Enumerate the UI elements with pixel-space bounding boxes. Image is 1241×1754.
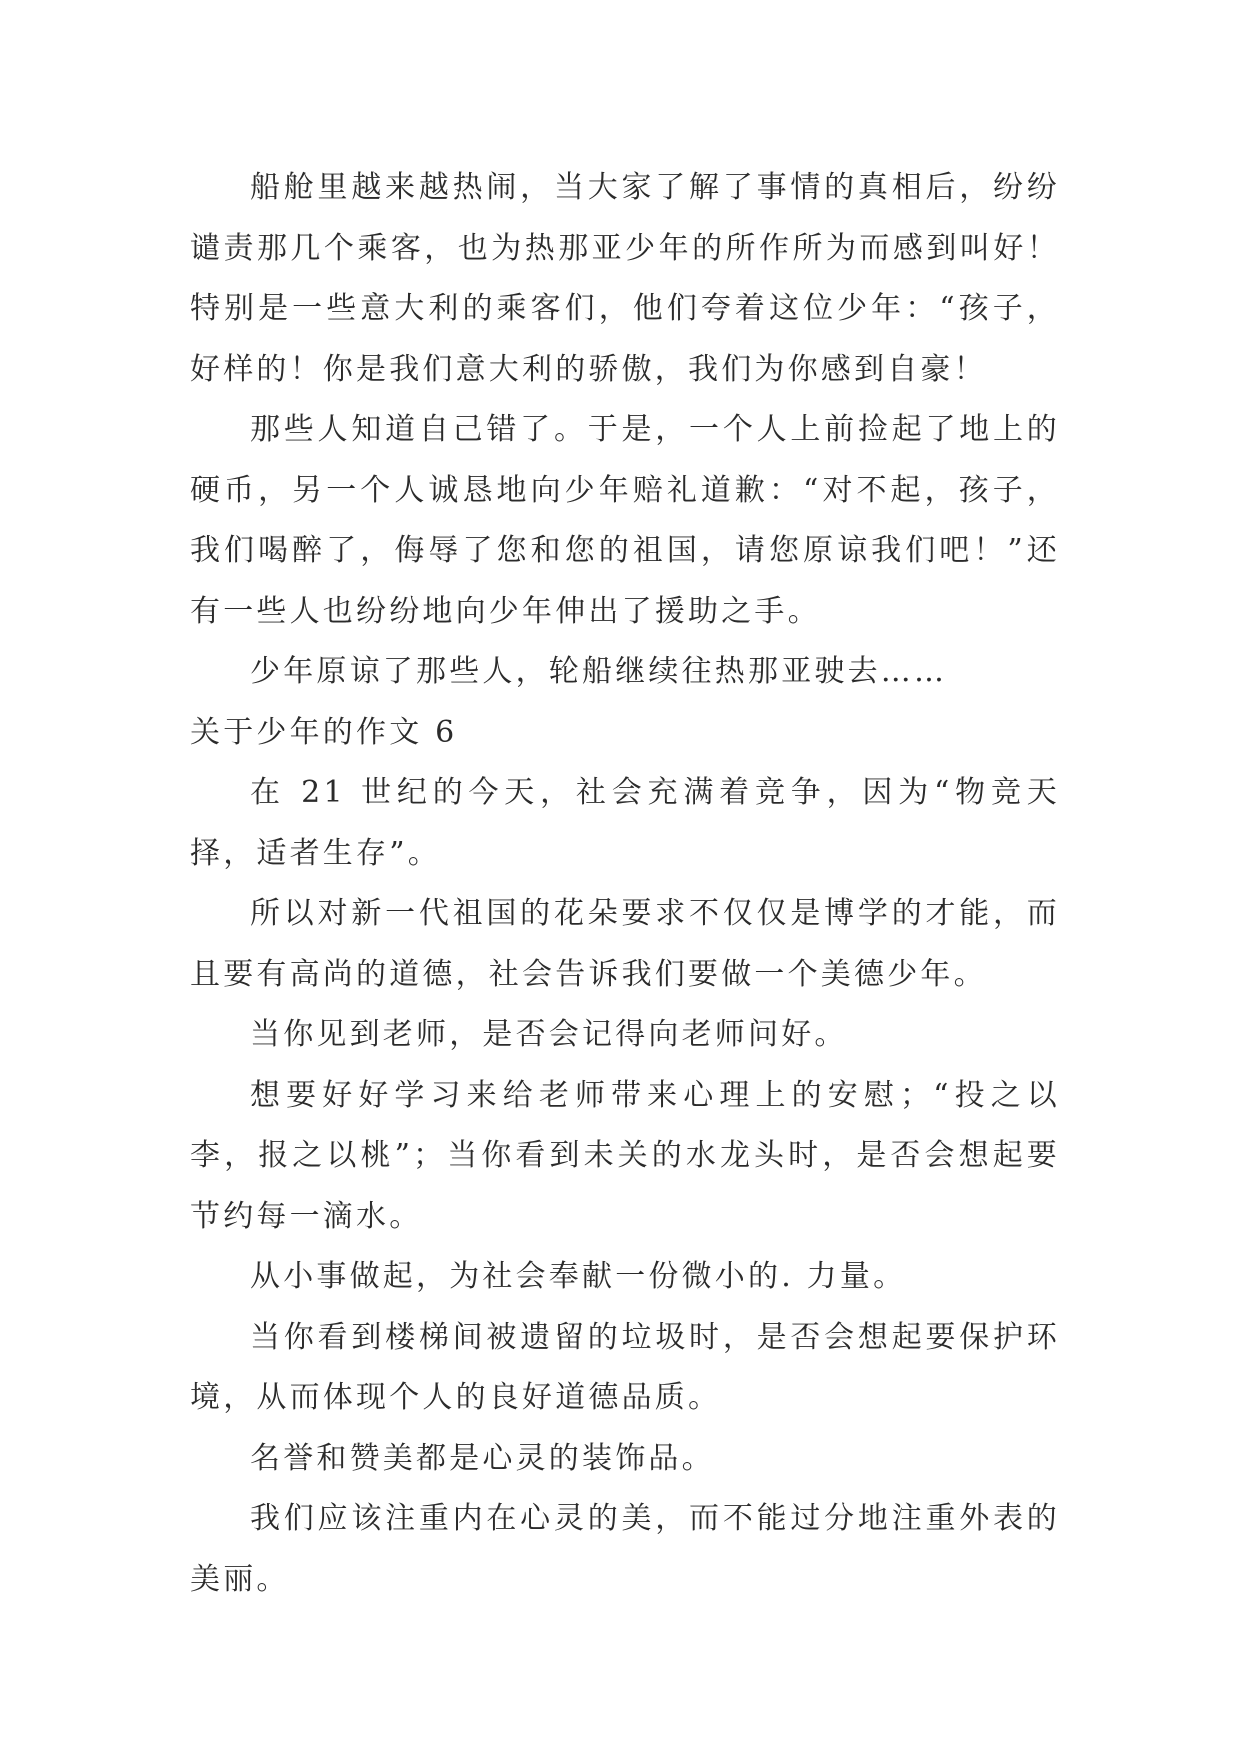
paragraph: 想要好好学习来给老师带来心理上的安慰；“投之以李，报之以桃”；当你看到未关的水龙头时，是否会想起要节约每一滴水。 xyxy=(190,1077,1060,1234)
paragraph: 名誉和赞美都是心灵的装饰品。 xyxy=(250,1440,715,1476)
paragraph: 当你看到楼梯间被遗留的垃圾时，是否会想起要保护环境，从而体现个人的良好道德品质。 xyxy=(190,1319,1060,1415)
paragraph: 那些人知道自己错了。于是，一个人上前捡起了地上的硬币，另一个人诚恳地向少年赔礼道歉：“对不起，孩子，我们喝醉了，侮辱了您和您的祖国，请您原谅我们吧！”还有一些人也纷纷地向少年伸出了援助之手。 xyxy=(190,412,1060,629)
paragraph: 我们应该注重内在心灵的美，而不能过分地注重外表的美丽。 xyxy=(190,1501,1060,1597)
paragraph: 从小事做起，为社会奉献一份微小的. 力量。 xyxy=(250,1259,907,1294)
paragraph: 当你见到老师，是否会记得向老师问好。 xyxy=(250,1017,848,1052)
paragraph: 少年原谅了那些人，轮船继续往热那亚驶去…… xyxy=(250,654,948,689)
paragraph: 在 21 世纪的今天，社会充满着竞争，因为“物竞天择，适者生存”。 xyxy=(190,775,1060,871)
essay-heading: 关于少年的作文 6 xyxy=(190,714,458,750)
document-body xyxy=(190,158,1060,1610)
paragraph: 所以对新一代祖国的花朵要求不仅仅是博学的才能，而且要有高尚的道德，社会告诉我们要做一个美德少年。 xyxy=(190,896,1060,992)
paragraph: 船舱里越来越热闹，当大家了解了事情的真相后，纷纷谴责那几个乘客，也为热那亚少年的所作所为而感到叫好！特别是一些意大利的乘客们，他们夸着这位少年：“孩子，好样的！你是我们意大利的骄傲，我们为你感到自豪！ xyxy=(190,170,1060,387)
